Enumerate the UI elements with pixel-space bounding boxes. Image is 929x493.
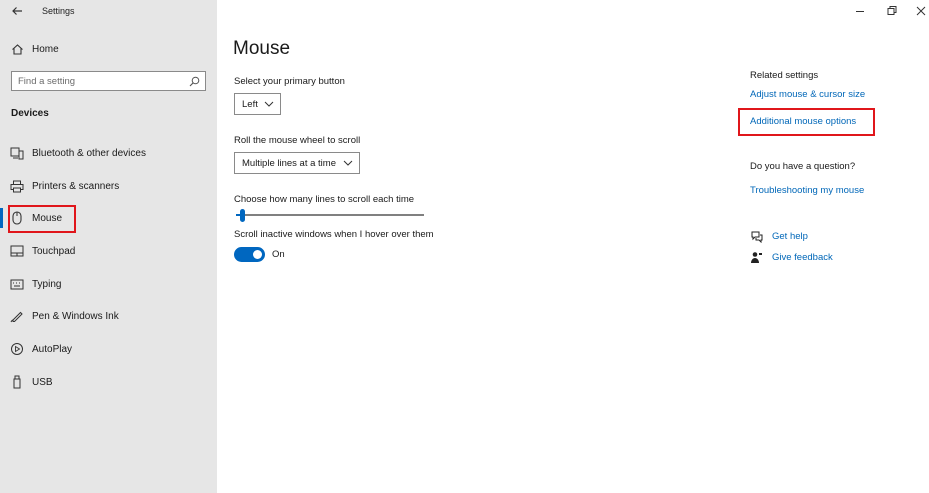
sidebar — [0, 0, 217, 493]
chevron-down-icon — [264, 100, 274, 108]
minimize-button[interactable] — [852, 4, 868, 18]
lines-slider-track[interactable] — [236, 214, 424, 216]
inactive-scroll-label: Scroll inactive windows when I hover over them — [234, 229, 434, 240]
feedback-person-icon — [750, 251, 763, 264]
additional-mouse-options-link[interactable]: Additional mouse options — [750, 116, 857, 127]
sidebar-item-label: Mouse — [32, 212, 63, 224]
get-help-link[interactable] — [750, 229, 808, 243]
sidebar-item-label: Pen & Windows Ink — [32, 310, 119, 322]
give-feedback-label: Give feedback — [772, 251, 833, 263]
sidebar-item-label: Typing — [32, 278, 62, 290]
nav-home-label: Home — [32, 43, 59, 55]
restore-icon — [883, 4, 899, 18]
question-heading: Do you have a question? — [750, 161, 856, 172]
wheel-scroll-dropdown[interactable] — [234, 152, 360, 174]
back-button[interactable] — [10, 5, 24, 19]
sidebar-item-bluetooth[interactable] — [0, 140, 217, 166]
section-title: Devices — [11, 108, 49, 119]
chevron-down-icon — [343, 159, 353, 167]
usb-icon — [10, 375, 24, 389]
restore-button[interactable] — [883, 4, 899, 18]
inactive-scroll-state: On — [272, 249, 285, 260]
sidebar-item-typing[interactable] — [0, 271, 217, 297]
search-placeholder: Find a setting — [18, 76, 76, 87]
adjust-cursor-link[interactable]: Adjust mouse & cursor size — [750, 89, 866, 100]
search-input[interactable] — [11, 71, 206, 91]
touchpad-icon — [10, 244, 24, 258]
sidebar-item-label: USB — [32, 376, 53, 388]
sidebar-item-label: Touchpad — [32, 245, 76, 257]
search-icon[interactable] — [189, 76, 200, 87]
sidebar-item-usb[interactable] — [0, 369, 217, 395]
keyboard-icon — [10, 277, 24, 291]
wheel-scroll-label: Roll the mouse wheel to scroll — [234, 135, 361, 146]
related-settings-heading: Related settings — [750, 70, 819, 81]
sidebar-item-label: AutoPlay — [32, 343, 73, 355]
app-title: Settings — [42, 6, 75, 16]
lines-slider-label: Choose how many lines to scroll each time — [234, 194, 415, 205]
primary-button-label: Select your primary button — [234, 76, 345, 87]
printer-icon — [10, 179, 24, 193]
troubleshooting-link[interactable]: Troubleshooting my mouse — [750, 185, 865, 196]
sidebar-item-touchpad[interactable] — [0, 238, 217, 264]
nav-home[interactable] — [0, 36, 217, 62]
inactive-scroll-toggle[interactable] — [234, 247, 265, 262]
autoplay-icon — [10, 342, 24, 356]
primary-button-dropdown[interactable] — [234, 93, 281, 115]
highlight-box-mouse — [8, 205, 76, 233]
pen-icon — [10, 309, 24, 323]
sidebar-item-label: Printers & scanners — [32, 180, 120, 192]
home-icon — [10, 42, 24, 56]
give-feedback-link[interactable] — [750, 250, 833, 264]
sidebar-item-printers[interactable] — [0, 173, 217, 199]
sidebar-item-pen[interactable] — [0, 303, 217, 329]
titlebar-left — [0, 0, 217, 24]
wheel-scroll-value: Multiple lines at a time — [242, 157, 336, 169]
primary-button-value: Left — [242, 98, 258, 110]
sidebar-item-label: Bluetooth & other devices — [32, 147, 146, 159]
close-button[interactable] — [913, 4, 929, 18]
window-controls — [819, 0, 929, 24]
sidebar-item-autoplay[interactable] — [0, 336, 217, 362]
lines-slider-thumb[interactable] — [240, 209, 245, 222]
page-title: Mouse — [233, 38, 291, 59]
minimize-icon — [852, 4, 868, 18]
bluetooth-devices-icon — [10, 146, 24, 160]
toggle-knob — [253, 250, 262, 259]
chat-help-icon — [750, 230, 763, 243]
get-help-label: Get help — [772, 230, 808, 242]
highlight-box-additional-options — [738, 108, 875, 136]
back-arrow-icon — [11, 5, 23, 17]
close-icon — [913, 4, 929, 18]
